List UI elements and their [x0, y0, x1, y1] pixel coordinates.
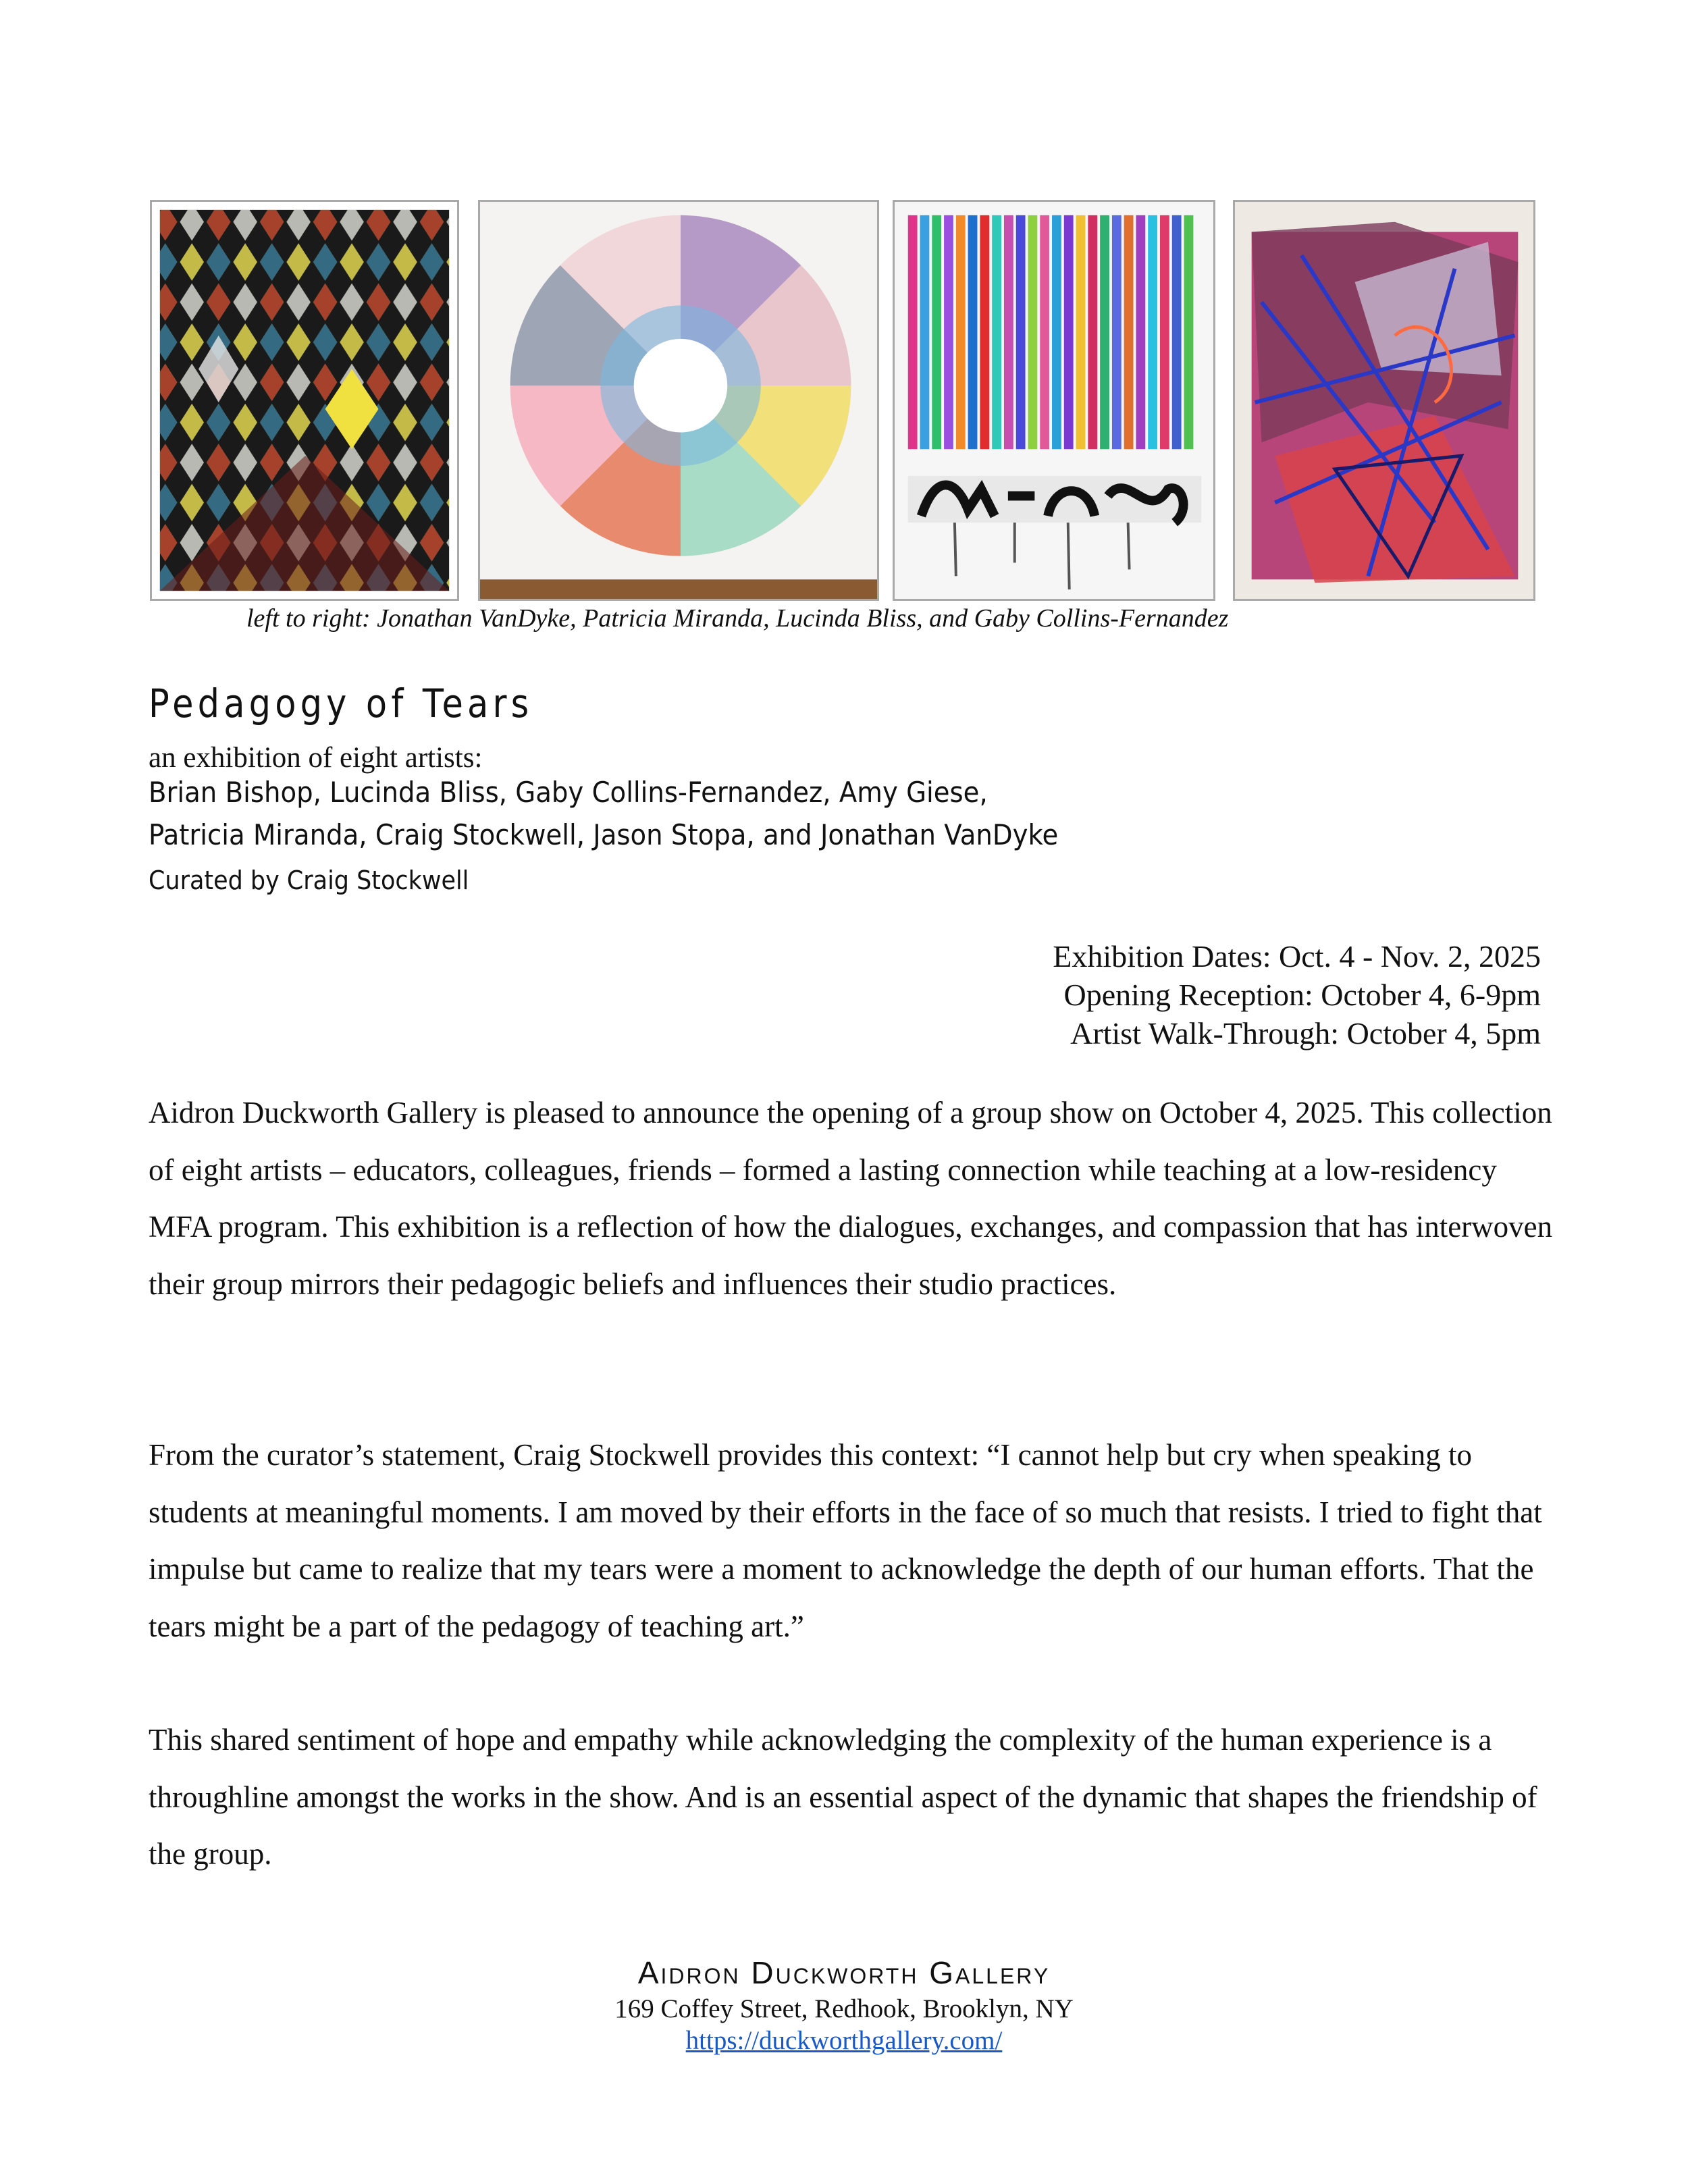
abstract-collage-painting — [1235, 202, 1533, 599]
diamond-pattern-painting — [152, 202, 457, 599]
artwork-image-vandyke — [150, 200, 459, 601]
artists-line-2: Patricia Miranda, Craig Stockwell, Jason Stopa, and Jonathan VanDyke — [149, 818, 1059, 851]
curator-credit: Curated by Craig Stockwell — [149, 865, 469, 895]
artist-walkthrough: Artist Walk-Through: October 4, 5pm — [1070, 1016, 1541, 1050]
striped-color-painting — [895, 202, 1213, 599]
exhibition-dates: Exhibition Dates: Oct. 4 - Nov. 2, 2025 — [1053, 939, 1541, 974]
artwork-image-miranda — [478, 200, 879, 601]
circular-textile-installation — [480, 202, 877, 599]
paragraph-shared-sentiment: This shared sentiment of hope and empathy while acknowledging the complexity of the human experience is a throughline amongst the works in the show. And is an essential aspect of the dynamic that shapes the friendship of the group. — [149, 1723, 1537, 1871]
footer-gallery-name: Aidron Duckworth Gallery — [637, 1955, 1051, 1990]
artists-line-1: Brian Bishop, Lucinda Bliss, Gaby Collins-Fernandez, Amy Giese, — [149, 776, 988, 809]
opening-reception: Opening Reception: October 4, 6-9pm — [1063, 978, 1541, 1012]
exhibition-title: Pedagogy of Tears — [149, 681, 533, 726]
exhibition-subtitle: an exhibition of eight artists: — [149, 742, 483, 774]
footer-url-container — [0, 2025, 1688, 2056]
artwork-image-collins-fernandez — [1233, 200, 1535, 601]
paragraph-curator-statement: From the curator’s statement, Craig Stockwell provides this context: “I cannot help but cry when speaking to students at meaningful moments. I am moved by their efforts in the face of so much that resists. I tried to fight that impulse but came to realize that my tears were a moment to acknowledge the depth of our human efforts. That the tears might be a part of the pedagogy of teaching art.” — [149, 1438, 1542, 1643]
gallery-website-link[interactable]: https://duckworthgallery.com/ — [685, 2026, 1003, 2055]
image-caption: left to right: Jonathan VanDyke, Patricia Miranda, Lucinda Bliss, and Gaby Collins-Fernandez — [246, 604, 1229, 633]
footer-address: 169 Coffey Street, Redhook, Brooklyn, NY — [614, 1994, 1074, 2023]
artwork-image-bliss — [893, 200, 1215, 601]
paragraph-announcement: Aidron Duckworth Gallery is pleased to announce the opening of a group show on October 4, 2025. This collection of eight artists – educators, colleagues, friends – formed a lasting connection while teaching at a low-residency MFA program. This exhibition is a reflection of how the dialogues, exchanges, and compassion that has interwoven their group mirrors their pedagogic beliefs and influences their studio practices. — [149, 1096, 1553, 1301]
